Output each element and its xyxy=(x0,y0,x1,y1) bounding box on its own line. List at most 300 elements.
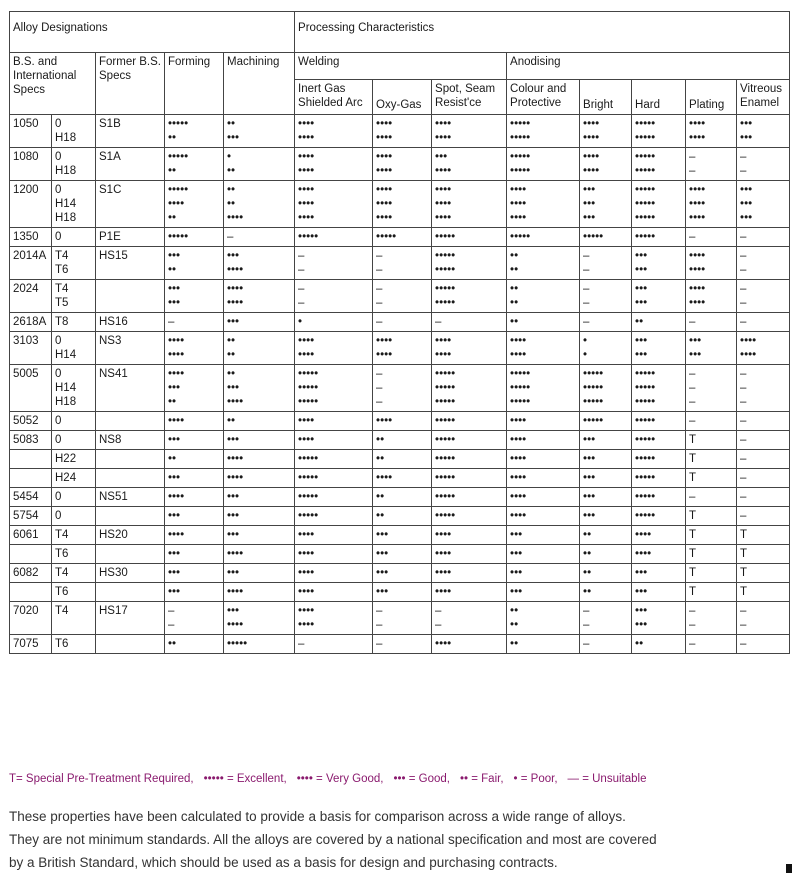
cell-temper: T4 xyxy=(52,602,96,635)
cell-machining: ••••• xyxy=(224,635,295,654)
cell-plating: – xyxy=(686,412,737,431)
cell-alloy: 1080 xyxy=(10,148,52,181)
cell-oxy-gas: ••••• xyxy=(373,228,432,247)
cell-vitreous-enamel: – xyxy=(737,488,790,507)
cell-vitreous-enamel: – xyxy=(737,431,790,450)
table-row xyxy=(10,450,790,469)
cell-alloy: 5454 xyxy=(10,488,52,507)
cell-vitreous-enamel: – xyxy=(737,228,790,247)
cell-spot-seam: – – xyxy=(432,602,507,635)
cell-plating: •••• •••• xyxy=(686,115,737,148)
cell-vitreous-enamel: T xyxy=(737,545,790,564)
cell-bright: ••• xyxy=(580,488,632,507)
cell-colour-protective: ••• xyxy=(507,564,580,583)
cell-machining: ••• •••• xyxy=(224,602,295,635)
cell-forming: ••••• •••• •• xyxy=(165,181,224,228)
cell-colour-protective: ••••• ••••• xyxy=(507,115,580,148)
cell-plating: T xyxy=(686,545,737,564)
table-row xyxy=(10,332,790,365)
cell-hard: ••• ••• xyxy=(632,602,686,635)
cell-oxy-gas: ••• xyxy=(373,583,432,602)
cell-inert-gas: •••• xyxy=(295,564,373,583)
cell-inert-gas: ••••• xyxy=(295,469,373,488)
cell-inert-gas: ••••• xyxy=(295,228,373,247)
cell-machining: • •• xyxy=(224,148,295,181)
cell-inert-gas: • xyxy=(295,313,373,332)
cell-oxy-gas: – xyxy=(373,313,432,332)
corner-mark xyxy=(786,864,792,873)
cell-oxy-gas: •••• xyxy=(373,412,432,431)
cell-forming: •••• xyxy=(165,488,224,507)
cell-alloy xyxy=(10,469,52,488)
cell-alloy: 2014A xyxy=(10,247,52,280)
anodising-header: Anodising xyxy=(507,53,790,80)
cell-alloy: 3103 xyxy=(10,332,52,365)
cell-spot-seam: ••••• xyxy=(432,412,507,431)
cell-plating: – xyxy=(686,313,737,332)
cell-colour-protective: ••••• xyxy=(507,228,580,247)
note-line: They are not minimum standards. All the alloys are covered by a national specification and most are covered xyxy=(9,832,657,847)
cell-vitreous-enamel: •••• •••• xyxy=(737,332,790,365)
cell-former-bs xyxy=(96,583,165,602)
cell-alloy: 1350 xyxy=(10,228,52,247)
cell-forming: ••• xyxy=(165,564,224,583)
table-row xyxy=(10,115,790,148)
cell-temper: T4 T5 xyxy=(52,280,96,313)
cell-bright: – – xyxy=(580,247,632,280)
cell-plating: T xyxy=(686,564,737,583)
cell-bright: •••• •••• xyxy=(580,148,632,181)
cell-temper: 0 xyxy=(52,488,96,507)
cell-colour-protective: •••• xyxy=(507,450,580,469)
cell-bright: •• xyxy=(580,526,632,545)
cell-machining: •••• xyxy=(224,545,295,564)
cell-oxy-gas: •• xyxy=(373,507,432,526)
cell-spot-seam: ••••• ••••• xyxy=(432,280,507,313)
cell-spot-seam: •••• xyxy=(432,583,507,602)
table-row xyxy=(10,181,790,228)
cell-hard: ••••• ••••• xyxy=(632,115,686,148)
oxy-gas-header: Oxy-Gas xyxy=(373,80,432,115)
cell-oxy-gas: – – xyxy=(373,247,432,280)
cell-vitreous-enamel: ••• ••• xyxy=(737,115,790,148)
alloy-properties-table xyxy=(9,11,790,654)
legend xyxy=(9,773,656,785)
cell-spot-seam: •••• xyxy=(432,545,507,564)
cell-spot-seam: ••••• xyxy=(432,507,507,526)
legend-fair: •• = Fair, xyxy=(460,773,504,785)
cell-machining: •• ••• •••• xyxy=(224,365,295,412)
cell-plating: •••• •••• xyxy=(686,280,737,313)
table-row xyxy=(10,583,790,602)
cell-temper: T4 xyxy=(52,526,96,545)
cell-hard: ••••• ••••• ••••• xyxy=(632,365,686,412)
cell-inert-gas: •••• xyxy=(295,412,373,431)
cell-vitreous-enamel: – xyxy=(737,635,790,654)
cell-spot-seam: •••• •••• xyxy=(432,332,507,365)
legend-very-good: •••• = Very Good, xyxy=(296,773,384,785)
cell-vitreous-enamel: – xyxy=(737,507,790,526)
cell-plating: •••• •••• •••• xyxy=(686,181,737,228)
cell-inert-gas: ••••• xyxy=(295,507,373,526)
cell-alloy: 7020 xyxy=(10,602,52,635)
cell-hard: ••••• xyxy=(632,450,686,469)
cell-former-bs: NS51 xyxy=(96,488,165,507)
cell-machining: – xyxy=(224,228,295,247)
cell-forming: ••• xyxy=(165,431,224,450)
cell-former-bs: S1C xyxy=(96,181,165,228)
cell-alloy: 6061 xyxy=(10,526,52,545)
cell-alloy: 5052 xyxy=(10,412,52,431)
table-row xyxy=(10,564,790,583)
cell-hard: ••••• ••••• ••••• xyxy=(632,181,686,228)
cell-former-bs: NS3 xyxy=(96,332,165,365)
cell-oxy-gas: •••• •••• xyxy=(373,115,432,148)
cell-spot-seam: •••• •••• xyxy=(432,115,507,148)
disclaimer-note xyxy=(9,805,789,874)
cell-hard: ••• ••• xyxy=(632,247,686,280)
cell-plating: – xyxy=(686,488,737,507)
cell-plating: T xyxy=(686,507,737,526)
cell-colour-protective: •••• xyxy=(507,507,580,526)
cell-temper: T6 xyxy=(52,635,96,654)
cell-forming: ••••• •• xyxy=(165,115,224,148)
cell-alloy: 5005 xyxy=(10,365,52,412)
cell-temper: 0 xyxy=(52,431,96,450)
cell-forming: •••• ••• •• xyxy=(165,365,224,412)
cell-machining: ••• xyxy=(224,526,295,545)
cell-former-bs: S1A xyxy=(96,148,165,181)
cell-oxy-gas: – – – xyxy=(373,365,432,412)
cell-alloy: 2024 xyxy=(10,280,52,313)
cell-oxy-gas: – – xyxy=(373,280,432,313)
cell-alloy: 6082 xyxy=(10,564,52,583)
cell-hard: ••••• xyxy=(632,228,686,247)
cell-bright: ••••• ••••• ••••• xyxy=(580,365,632,412)
table-body xyxy=(10,115,790,654)
cell-oxy-gas: •••• •••• xyxy=(373,148,432,181)
table-row xyxy=(10,635,790,654)
cell-vitreous-enamel: – xyxy=(737,313,790,332)
cell-former-bs: NS41 xyxy=(96,365,165,412)
cell-oxy-gas: ••• xyxy=(373,545,432,564)
cell-forming: ••• ••• xyxy=(165,280,224,313)
cell-temper: 0 H14 xyxy=(52,332,96,365)
cell-machining: ••• xyxy=(224,431,295,450)
cell-former-bs xyxy=(96,507,165,526)
vitreous-enamel-header: Vitreous Enamel xyxy=(737,80,790,115)
cell-oxy-gas: •• xyxy=(373,488,432,507)
cell-hard: ••••• xyxy=(632,488,686,507)
cell-alloy xyxy=(10,450,52,469)
cell-colour-protective: •• •• xyxy=(507,602,580,635)
cell-temper: 0 H14 H18 xyxy=(52,365,96,412)
cell-inert-gas: •••• •••• xyxy=(295,332,373,365)
cell-colour-protective: •• xyxy=(507,313,580,332)
cell-hard: ••••• ••••• xyxy=(632,148,686,181)
cell-former-bs: HS15 xyxy=(96,247,165,280)
note-line: These properties have been calculated to provide a basis for comparison across a wide range of alloys. xyxy=(9,809,626,824)
cell-spot-seam: •••• •••• •••• xyxy=(432,181,507,228)
cell-temper: H24 xyxy=(52,469,96,488)
cell-vitreous-enamel: ••• ••• ••• xyxy=(737,181,790,228)
cell-forming: ••• xyxy=(165,583,224,602)
cell-forming: •• xyxy=(165,450,224,469)
cell-vitreous-enamel: – xyxy=(737,450,790,469)
cell-temper: T4 xyxy=(52,564,96,583)
legend-excellent: ••••• = Excellent, xyxy=(203,773,287,785)
cell-hard: ••••• xyxy=(632,431,686,450)
cell-temper: T6 xyxy=(52,583,96,602)
cell-bright: – xyxy=(580,313,632,332)
cell-inert-gas: •••• •••• xyxy=(295,148,373,181)
cell-former-bs xyxy=(96,412,165,431)
former-bs-header: Former B.S. Specs xyxy=(96,53,165,115)
cell-colour-protective: ••• xyxy=(507,545,580,564)
cell-former-bs xyxy=(96,450,165,469)
cell-plating: T xyxy=(686,469,737,488)
cell-alloy: 1050 xyxy=(10,115,52,148)
cell-temper: 0 H18 xyxy=(52,115,96,148)
cell-forming: •• xyxy=(165,635,224,654)
cell-bright: – – xyxy=(580,602,632,635)
cell-inert-gas: •••• xyxy=(295,545,373,564)
cell-vitreous-enamel: – – xyxy=(737,247,790,280)
cell-inert-gas: ••••• xyxy=(295,450,373,469)
cell-former-bs: HS16 xyxy=(96,313,165,332)
cell-inert-gas: •••• xyxy=(295,583,373,602)
cell-former-bs xyxy=(96,545,165,564)
cell-alloy: 5754 xyxy=(10,507,52,526)
table-row xyxy=(10,247,790,280)
cell-inert-gas: •••• •••• •••• xyxy=(295,181,373,228)
cell-machining: •• •• •••• xyxy=(224,181,295,228)
cell-vitreous-enamel: – xyxy=(737,469,790,488)
cell-inert-gas: – – xyxy=(295,247,373,280)
hard-header: Hard xyxy=(632,80,686,115)
cell-hard: •• xyxy=(632,635,686,654)
cell-colour-protective: •• •• xyxy=(507,280,580,313)
legend-special-pretreatment: T= Special Pre-Treatment Required, xyxy=(9,773,194,785)
cell-bright: •• xyxy=(580,564,632,583)
cell-vitreous-enamel: T xyxy=(737,583,790,602)
cell-alloy: 1200 xyxy=(10,181,52,228)
cell-bright: ••• xyxy=(580,431,632,450)
cell-forming: ••• xyxy=(165,507,224,526)
cell-oxy-gas: – xyxy=(373,635,432,654)
cell-hard: ••• xyxy=(632,564,686,583)
cell-vitreous-enamel: – – xyxy=(737,280,790,313)
cell-forming: ••••• xyxy=(165,228,224,247)
table-row xyxy=(10,526,790,545)
table-row xyxy=(10,148,790,181)
cell-machining: ••• xyxy=(224,488,295,507)
legend-unsuitable: — = Unsuitable xyxy=(567,773,647,785)
cell-former-bs xyxy=(96,469,165,488)
cell-vitreous-enamel: T xyxy=(737,564,790,583)
cell-plating: T xyxy=(686,583,737,602)
cell-colour-protective: ••• xyxy=(507,583,580,602)
cell-inert-gas: – – xyxy=(295,280,373,313)
cell-alloy xyxy=(10,545,52,564)
cell-vitreous-enamel: – xyxy=(737,412,790,431)
cell-hard: ••• ••• xyxy=(632,280,686,313)
cell-machining: •• •• xyxy=(224,332,295,365)
cell-former-bs xyxy=(96,280,165,313)
cell-oxy-gas: – – xyxy=(373,602,432,635)
cell-plating: – – xyxy=(686,602,737,635)
cell-plating: •••• •••• xyxy=(686,247,737,280)
cell-inert-gas: – xyxy=(295,635,373,654)
cell-spot-seam: ••••• xyxy=(432,431,507,450)
cell-spot-seam: ••••• ••••• xyxy=(432,247,507,280)
cell-machining: •• xyxy=(224,412,295,431)
cell-plating: T xyxy=(686,450,737,469)
cell-hard: •••• xyxy=(632,526,686,545)
cell-alloy: 5083 xyxy=(10,431,52,450)
cell-forming: ••• xyxy=(165,469,224,488)
inert-gas-header: Inert Gas Shielded Arc xyxy=(295,80,373,115)
cell-oxy-gas: ••• xyxy=(373,564,432,583)
alloy-designations-header: Alloy Designations xyxy=(10,12,295,53)
cell-former-bs: S1B xyxy=(96,115,165,148)
cell-spot-seam: ••••• xyxy=(432,450,507,469)
cell-bright: •• xyxy=(580,583,632,602)
cell-hard: ••• xyxy=(632,583,686,602)
cell-hard: ••••• xyxy=(632,507,686,526)
cell-hard: •• xyxy=(632,313,686,332)
cell-alloy: 2618A xyxy=(10,313,52,332)
forming-header: Forming xyxy=(165,53,224,115)
cell-bright: • • xyxy=(580,332,632,365)
cell-forming: ••••• •• xyxy=(165,148,224,181)
cell-temper: 0 xyxy=(52,412,96,431)
table-row xyxy=(10,545,790,564)
bs-international-header: B.S. and International Specs xyxy=(10,53,96,115)
cell-machining: ••• xyxy=(224,507,295,526)
cell-colour-protective: •• •• xyxy=(507,247,580,280)
cell-former-bs: NS8 xyxy=(96,431,165,450)
cell-former-bs: HS17 xyxy=(96,602,165,635)
plating-header: Plating xyxy=(686,80,737,115)
processing-characteristics-header: Processing Characteristics xyxy=(295,12,790,53)
cell-temper: 0 xyxy=(52,228,96,247)
cell-alloy xyxy=(10,583,52,602)
cell-bright: ••• xyxy=(580,507,632,526)
table-row xyxy=(10,228,790,247)
cell-vitreous-enamel: T xyxy=(737,526,790,545)
bright-header: Bright xyxy=(580,80,632,115)
cell-bright: ••• xyxy=(580,469,632,488)
cell-former-bs xyxy=(96,635,165,654)
cell-temper: 0 H14 H18 xyxy=(52,181,96,228)
cell-inert-gas: •••• xyxy=(295,431,373,450)
cell-plating: – xyxy=(686,635,737,654)
cell-spot-seam: ••••• xyxy=(432,228,507,247)
cell-colour-protective: ••••• ••••• xyxy=(507,148,580,181)
cell-inert-gas: ••••• xyxy=(295,488,373,507)
cell-oxy-gas: •••• •••• xyxy=(373,332,432,365)
cell-forming: •••• xyxy=(165,412,224,431)
cell-colour-protective: ••• xyxy=(507,526,580,545)
cell-colour-protective: •••• xyxy=(507,488,580,507)
table-row xyxy=(10,431,790,450)
cell-bright: – xyxy=(580,635,632,654)
cell-plating: ••• ••• xyxy=(686,332,737,365)
cell-forming: •••• •••• xyxy=(165,332,224,365)
cell-plating: T xyxy=(686,526,737,545)
table-row xyxy=(10,280,790,313)
cell-temper: 0 H18 xyxy=(52,148,96,181)
welding-header: Welding xyxy=(295,53,507,80)
cell-spot-seam: ••••• ••••• ••••• xyxy=(432,365,507,412)
cell-spot-seam: •••• xyxy=(432,564,507,583)
table-row xyxy=(10,469,790,488)
cell-temper: H22 xyxy=(52,450,96,469)
cell-bright: – – xyxy=(580,280,632,313)
cell-machining: •••• xyxy=(224,469,295,488)
cell-spot-seam: – xyxy=(432,313,507,332)
cell-hard: •••• xyxy=(632,545,686,564)
cell-colour-protective: •••• •••• xyxy=(507,332,580,365)
cell-temper: T8 xyxy=(52,313,96,332)
cell-oxy-gas: ••• xyxy=(373,526,432,545)
cell-vitreous-enamel: – – xyxy=(737,602,790,635)
cell-machining: •• ••• xyxy=(224,115,295,148)
cell-forming: – – xyxy=(165,602,224,635)
cell-bright: •• xyxy=(580,545,632,564)
cell-machining: •••• •••• xyxy=(224,280,295,313)
cell-plating: – – xyxy=(686,148,737,181)
cell-spot-seam: ••• •••• xyxy=(432,148,507,181)
cell-bright: ••• xyxy=(580,450,632,469)
table-row xyxy=(10,412,790,431)
cell-bright: ••• ••• ••• xyxy=(580,181,632,228)
cell-colour-protective: •• xyxy=(507,635,580,654)
cell-forming: ••• •• xyxy=(165,247,224,280)
cell-machining: ••• xyxy=(224,313,295,332)
legend-good: ••• = Good, xyxy=(393,773,450,785)
cell-forming: •••• xyxy=(165,526,224,545)
cell-spot-seam: •••• xyxy=(432,526,507,545)
legend-poor: • = Poor, xyxy=(513,773,558,785)
cell-alloy: 7075 xyxy=(10,635,52,654)
table-row xyxy=(10,507,790,526)
cell-inert-gas: •••• •••• xyxy=(295,115,373,148)
cell-temper: 0 xyxy=(52,507,96,526)
cell-inert-gas: ••••• ••••• ••••• xyxy=(295,365,373,412)
cell-inert-gas: •••• xyxy=(295,526,373,545)
cell-oxy-gas: •• xyxy=(373,450,432,469)
cell-oxy-gas: •• xyxy=(373,431,432,450)
cell-spot-seam: ••••• xyxy=(432,469,507,488)
cell-colour-protective: •••• xyxy=(507,431,580,450)
cell-forming: – xyxy=(165,313,224,332)
cell-colour-protective: ••••• ••••• ••••• xyxy=(507,365,580,412)
colour-protective-header: Colour and Protective xyxy=(507,80,580,115)
cell-temper: T4 T6 xyxy=(52,247,96,280)
cell-oxy-gas: •••• •••• •••• xyxy=(373,181,432,228)
cell-bright: ••••• xyxy=(580,228,632,247)
cell-forming: ••• xyxy=(165,545,224,564)
cell-vitreous-enamel: – – xyxy=(737,148,790,181)
cell-machining: ••• •••• xyxy=(224,247,295,280)
cell-bright: ••••• xyxy=(580,412,632,431)
table-row xyxy=(10,365,790,412)
cell-colour-protective: •••• •••• •••• xyxy=(507,181,580,228)
cell-plating: T xyxy=(686,431,737,450)
table-row xyxy=(10,313,790,332)
